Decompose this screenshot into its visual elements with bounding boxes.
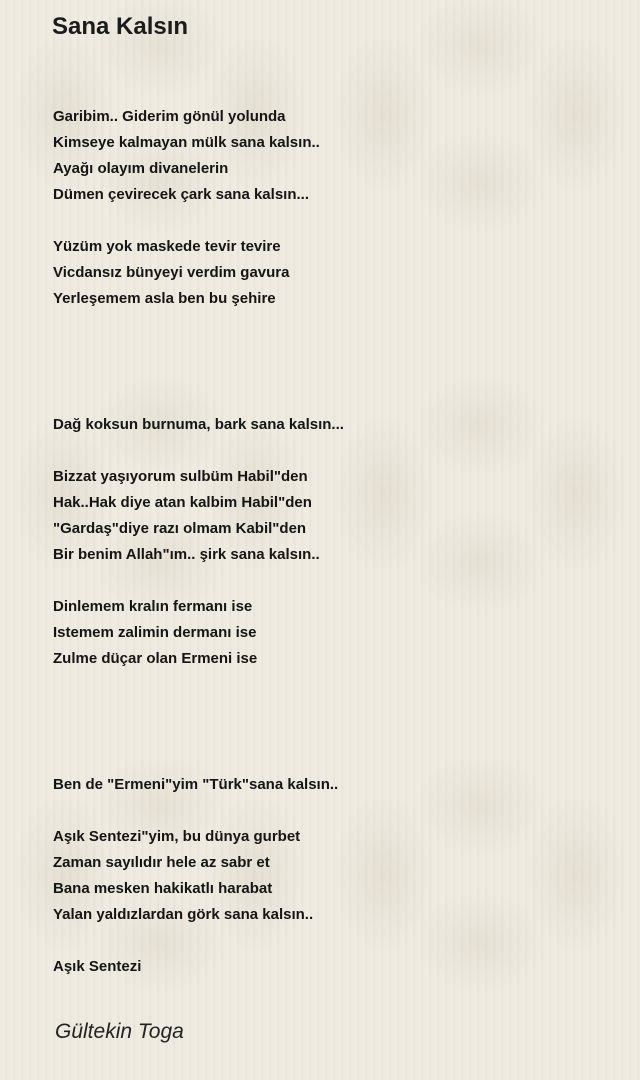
poem-line: Zaman sayılıdır hele az sabr et	[53, 854, 270, 871]
poem-line: "Gardaş"diye razı olmam Kabil"den	[53, 520, 307, 537]
stanza	[53, 104, 613, 208]
poem-line: Ben de "Ermeni"yim "Türk"sana kalsın..	[53, 776, 339, 793]
poem-line: Bizzat yaşıyorum sulbüm Habil"den	[53, 468, 308, 485]
stanza-gap	[53, 208, 613, 234]
stanza	[53, 772, 613, 798]
poem-line: Ayağı olayım divanelerin	[53, 160, 229, 177]
poem-line: Aşık Sentezi	[53, 958, 142, 975]
poem-line: Dümen çevirecek çark sana kalsın...	[53, 186, 309, 203]
stanza	[53, 954, 613, 980]
stanza-gap	[53, 312, 613, 412]
stanza	[53, 234, 613, 312]
stanza	[53, 464, 613, 568]
poem-line: Yüzüm yok maskede tevir tevire	[53, 238, 281, 255]
poem-line: Bir benim Allah"ım.. şirk sana kalsın..	[53, 546, 320, 563]
poem-line: Kimseye kalmayan mülk sana kalsın..	[53, 134, 320, 151]
poem-line: Hak..Hak diye atan kalbim Habil"den	[53, 494, 312, 511]
stanza	[53, 412, 613, 438]
stanza	[53, 594, 613, 672]
poem-line: Yerleşemem asla ben bu şehire	[53, 290, 276, 307]
poem-line: Zulme düçar olan Ermeni ise	[53, 650, 258, 667]
poem-line: Aşık Sentezi"yim, bu dünya gurbet	[53, 828, 301, 845]
poem-line: Yalan yaldızlardan görk sana kalsın..	[53, 906, 314, 923]
poem-body	[53, 104, 613, 980]
stanza-gap	[53, 568, 613, 594]
poem-line: Dinlemem kralın fermanı ise	[53, 598, 253, 615]
poem-line: Bana mesken hakikatlı harabat	[53, 880, 273, 897]
stanza-gap	[53, 798, 613, 824]
poem-line: Dağ koksun burnuma, bark sana kalsın...	[53, 416, 344, 433]
poem-line: Garibim.. Giderim gönül yolunda	[53, 108, 286, 125]
stanza	[53, 824, 613, 928]
stanza-gap	[53, 438, 613, 464]
poem-line: Istemem zalimin dermanı ise	[53, 624, 257, 641]
poem-line: Vicdansız bünyeyi verdim gavura	[53, 264, 290, 281]
stanza-gap	[53, 672, 613, 772]
page-title: Sana Kalsın	[52, 13, 189, 40]
stanza-gap	[53, 928, 613, 954]
author-name: Gültekin Toga	[55, 1020, 184, 1043]
